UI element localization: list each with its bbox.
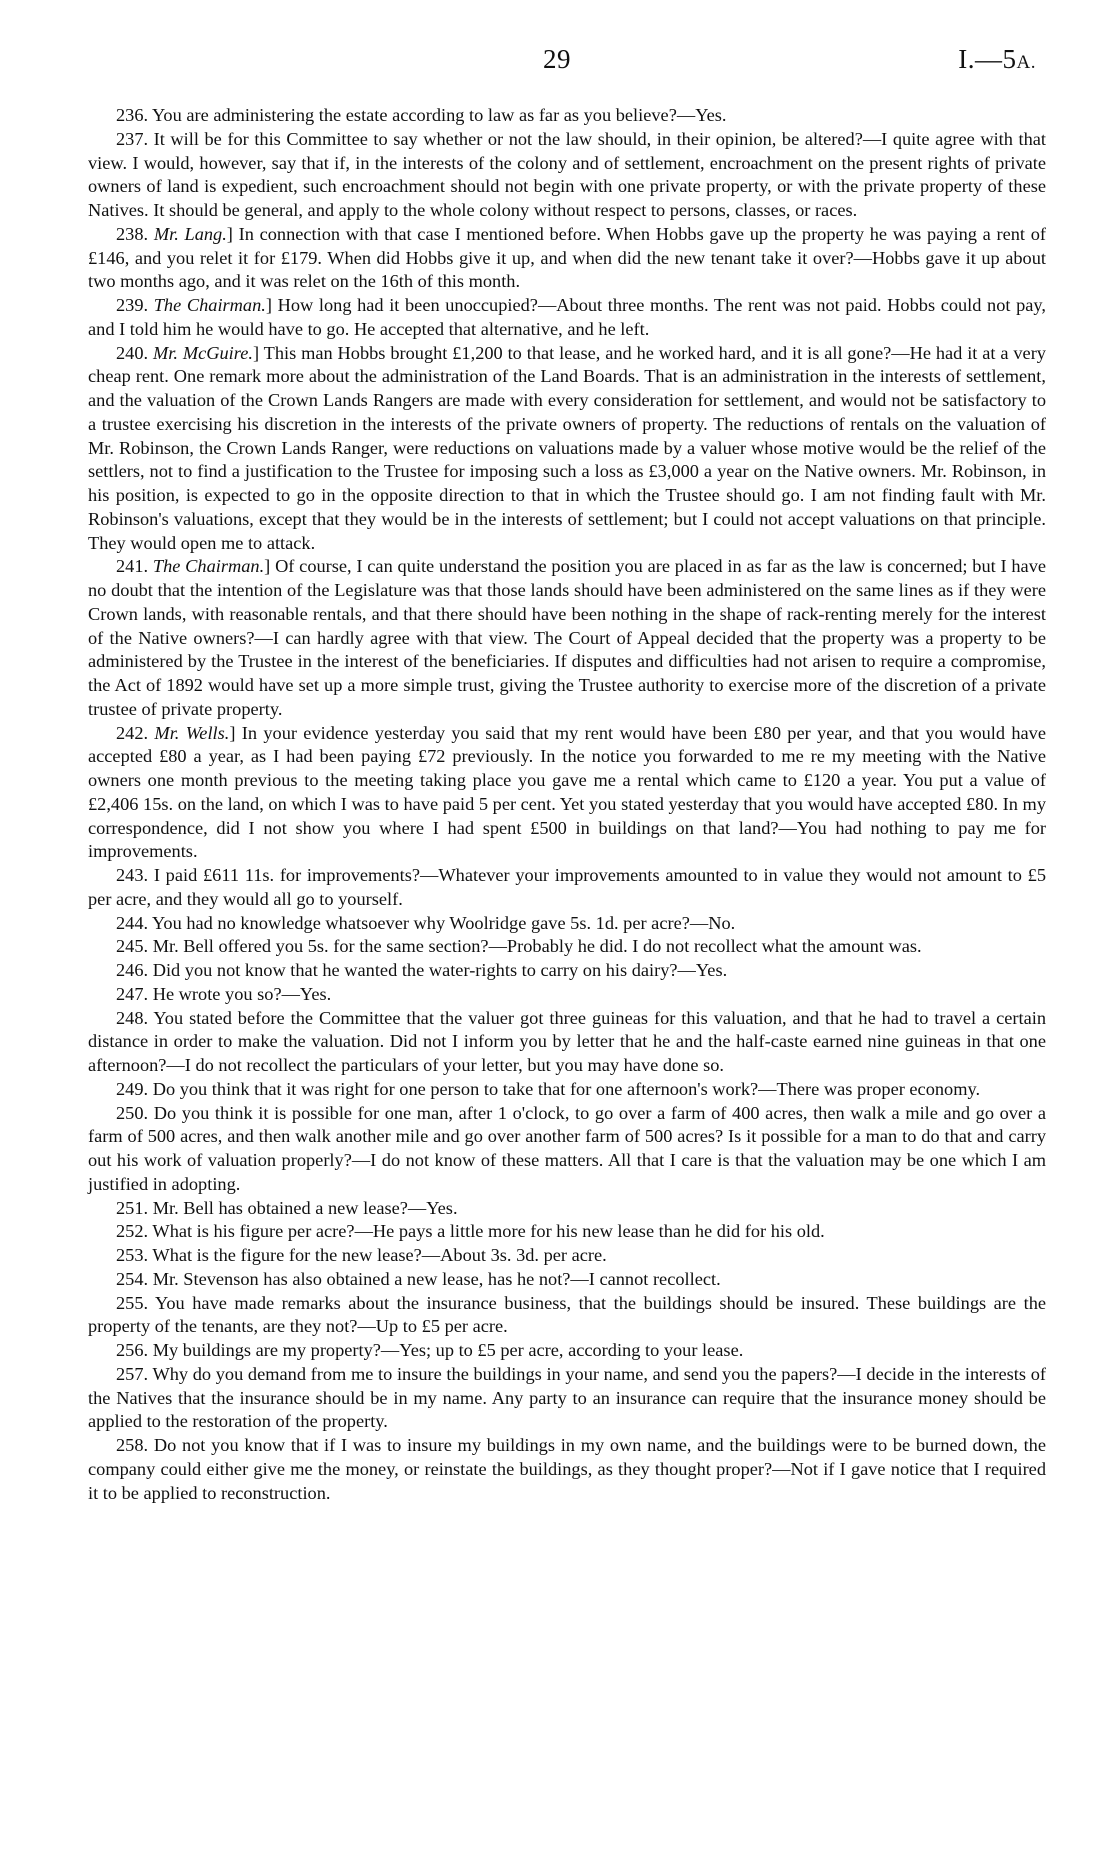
question-number: 254. (116, 1268, 149, 1289)
speaker-name: The Chairman. (153, 295, 266, 315)
question-number: 243. (116, 865, 149, 885)
question-number: 252. (116, 1221, 149, 1242)
question-text: This man Hobbs brought £1,200 to that lease, and he worked hard, and it is all gone?—He had it at a very cheap rent. One remark more about the administration of the Land Boards. That is an administration in the interests of settlement, and the valuation of the Crown Lands Rangers are made with every consideration for settlement, and would not be satisfactory to a trustee exercising his discretion in the interests of the private owners of property. The reductions of rentals on the valuation of Mr. Robinson, the Crown Lands Ranger, were reductions on valuations made by a valuer whose motive would be the relief of the settlers, not to find a justification to the Trustee for imposing such a loss as £3,000 a year on the Native owners. Mr. Robinson, in his position, is expected to go in the opposite direction to that in which the Trustee should go. I am not finding fault with Mr. Robinson's valuations, except that they would be in the interests of settlement; but I could not accept valuations on that principle. They would open me to attack. (88, 342, 1046, 553)
question-text: What is the figure for the new lease?—About 3s. 3d. per acre. (152, 1245, 607, 1265)
speaker-name: Mr. Lang. (153, 223, 227, 244)
question-text: Mr. Stevenson has also obtained a new lease, has he not?—I cannot recollect. (152, 1268, 721, 1289)
question-number: 240. (116, 342, 149, 363)
speaker-name: Mr. McGuire. (152, 342, 253, 363)
question-255 (88, 1292, 1046, 1340)
question-number: 238. (116, 223, 149, 244)
question-text: What is his figure per acre?—He pays a little more for his new lease than he did for his old. (152, 1221, 825, 1242)
question-text: You are administering the estate according to law as far as you believe?—Yes. (152, 105, 727, 125)
question-238: 238. Mr. Lang.] In connection with that case I mentioned before. When Hobbs gave up the property he was paying a rent of £146, and you relet it for £179. When did Hobbs give it up, and when did the new tenant take it over?—Hobbs gave it up about two months ago, and it was relet on the 16th of this month. (88, 223, 1046, 292)
question-text: You have made remarks about the insurance business, that the buildings should be insured. These buildings are the property of the tenants, are they not?—Up to £5 per acre. (88, 1292, 1047, 1337)
question-text: Do you think that it was right for one person to take that for one afternoon's work?—There was proper economy. (152, 1078, 981, 1099)
speaker-name: Mr. Wells. (154, 722, 230, 743)
page-number: 29 (543, 44, 571, 74)
question-number: 237. (116, 128, 149, 149)
question-text: Of course, I can quite understand the position you are placed in as far as the law is concerned; but I have no doubt that the intention of the Legislature was that those lands should have been administered on the same lines as if they were Crown lands, with reasonable rentals, and that there should have been nothing in the shape of rack-renting merely for the interest of the Native owners?—I can hardly agree with that view. The Court of Appeal decided that the property was a property to be administered by the Trustee in the interest of the beneficiaries. If disputes and difficulties had not arisen to require a compromise, the Act of 1892 would have set up a more simple trust, giving the Trustee authority to exercise more of the discretion of a private trustee of private property. (88, 556, 1047, 719)
question-249 (88, 1078, 1046, 1102)
question-number: 241. (116, 556, 149, 577)
question-250 (88, 1102, 1046, 1197)
question-237 (88, 128, 1046, 223)
question-text: Did you not know that he wanted the water-rights to carry on his dairy?—Yes. (152, 960, 728, 980)
question-number: 236. (116, 105, 149, 125)
paper-reference-prefix: I.—5 (958, 44, 1017, 74)
question-241: 241. The Chairman.] Of course, I can quite understand the position you are placed in as far as the law is concerned; but I have no doubt that the intention of the Legislature was that those lands should have been administered on the same lines as if they were Crown lands, with reasonable rentals, and that there should have been nothing in the shape of rack-renting merely for the interest of the Native owners?—I can hardly agree with that view. The Court of Appeal decided that the property was a property to be administered by the Trustee in the interest of the beneficiaries. If disputes and difficulties had not arisen to require a compromise, the Act of 1892 would have set up a more simple trust, giving the Trustee authority to exercise more of the discretion of a private trustee of private property. (88, 556, 1047, 719)
question-text: Mr. Bell has obtained a new lease?—Yes. (152, 1197, 458, 1218)
question-number: 246. (116, 960, 149, 980)
paper-reference (958, 44, 1036, 75)
question-236 (88, 104, 1046, 128)
question-text: How long had it been unoccupied?—About three months. The rent was not paid. Hobbs could not pay, and I told him he would have to go. He accepted that alternative, and he left. (88, 295, 1046, 339)
question-240: 240. Mr. McGuire.] This man Hobbs brought £1,200 to that lease, and he worked hard, and it is all gone?—He had it at a very cheap rent. One remark more about the administration of the Land Boards. That is an administration in the interests of settlement, and the valuation of the Crown Lands Rangers are made with every consideration for settlement, and would not be satisfactory to a trustee exercising his discretion in the interests of the private owners of property. The reductions of rentals on the valuation of Mr. Robinson, the Crown Lands Ranger, were reductions on valuations made by a valuer whose motive would be the relief of the settlers, not to find a justification to the Trustee for imposing such a loss as £3,000 a year on the Native owners. Mr. Robinson, in his position, is expected to go in the opposite direction to that in which the Trustee should go. I am not finding fault with Mr. Robinson's valuations, except that they would be in the interests of settlement; but I could not accept valuations on that principle. They would open me to attack. (88, 342, 1046, 553)
question-number: 257. (116, 1363, 149, 1384)
question-257 (88, 1363, 1046, 1434)
question-text: It will be for this Committee to say whether or not the law should, in their opinion, be altered?—I quite agree with that view. I would, however, say that if, in the interests of the colony and of settlement, encroachment on the present rights of private owners of land is expedient, such encroachment should not begin with one private property, or with the private property of these Natives. It should be general, and apply to the whole colony without respect to persons, classes, or races. (88, 128, 1046, 220)
question-number: 255. (116, 1292, 149, 1313)
question-242: 242. Mr. Wells.] In your evidence yesterday you said that my rent would have been £80 per year, and that you would have accepted £80 a year, as I had been paying £72 previously. In the notice you forwarded to me re my meeting with the Native owners one month previous to the meeting taking place you gave me a rental which came to £120 a year. You put a value of £2,406 15s. on the land, on which I was to have paid 5 per cent. Yet you stated yesterday that you would have accepted £80. In my correspondence, did I not show you where I had spent £500 in buildings on that land?—You had nothing to pay me for improvements. (88, 722, 1046, 862)
question-text: Do you think it is possible for one man, after 1 o'clock, to go over a farm of 400 acres, then walk a mile and go over a farm of 500 acres, and then walk another mile and go over another farm of 500 acres? Is it possible for a man to do that and carry out his work of valuation properly?—I do not know of these matters. All that I care is that the valuation may be one which I am justified in adopting. (88, 1102, 1046, 1194)
question-number: 258. (116, 1435, 149, 1455)
question-number: 249. (116, 1078, 149, 1099)
question-258 (88, 1434, 1046, 1505)
question-text: I paid £611 11s. for improvements?—Whatever your improvements amounted to in value they would not amount to £5 per acre, and they would all go to yourself. (88, 865, 1047, 909)
question-number: 245. (116, 936, 149, 957)
question-text: He wrote you so?—Yes. (152, 983, 332, 1004)
question-254 (88, 1268, 1046, 1292)
question-245 (88, 935, 1046, 959)
question-number: 251. (116, 1197, 149, 1218)
question-239: 239. The Chairman.] How long had it been unoccupied?—About three months. The rent was not paid. Hobbs could not pay, and I told him he would have to go. He accepted that alternative, and he left. (88, 295, 1046, 339)
question-246 (88, 959, 1046, 983)
question-text: Why do you demand from me to insure the buildings in your name, and send you the papers?—I decide in the interests of the Natives that the insurance should be in my name. Any party to an insurance can require that the insurance money should be applied to the restoration of the property. (88, 1363, 1046, 1432)
question-248 (88, 1007, 1046, 1078)
question-text: My buildings are my property?—Yes; up to £5 per acre, according to your lease. (152, 1340, 744, 1360)
paper-reference-suffix: A. (1016, 52, 1036, 73)
question-243 (88, 864, 1046, 912)
question-244 (88, 912, 1046, 936)
question-text: In your evidence yesterday you said that my rent would have been £80 per year, and that you would have accepted £80 a year, as I had been paying £72 previously. In the notice you forwarded to me re my meeting with the Native owners one month previous to the meeting taking place you gave me a rental which came to £120 a year. You put a value of £2,406 15s. on the land, on which I was to have paid 5 per cent. Yet you stated yesterday that you would have accepted £80. In my correspondence, did I not show you where I had spent £500 in buildings on that land?—You had nothing to pay me for improvements. (88, 722, 1046, 862)
question-253 (88, 1244, 1046, 1268)
question-text: You stated before the Committee that the valuer got three guineas for this valuation, and that he had to travel a certain distance in order to make the valuation. Did not I inform you by letter that he and the half-caste earned nine guineas in that one afternoon?—I do not recollect the particulars of your letter, but you may have done so. (88, 1007, 1046, 1075)
question-number: 247. (116, 983, 149, 1004)
question-251 (88, 1197, 1046, 1221)
question-text: You had no knowledge whatsoever why Woolridge gave 5s. 1d. per acre?—No. (152, 912, 736, 933)
question-256 (88, 1339, 1046, 1363)
question-number: 250. (116, 1102, 149, 1123)
speaker-name: The Chairman. (152, 556, 265, 577)
question-247 (88, 983, 1046, 1007)
question-number: 239. (116, 295, 149, 315)
question-text: In connection with that case I mentioned before. When Hobbs gave up the property he was paying a rent of £146, and you relet it for £179. When did Hobbs give it up, and when did the new tenant take it over?—Hobbs gave it up about two months ago, and it was relet on the 16th of this month. (88, 223, 1046, 292)
question-text: Mr. Bell offered you 5s. for the same section?—Probably he did. I do not recollect what the amount was. (152, 936, 922, 957)
evidence-body (88, 104, 1046, 1505)
question-number: 244. (116, 912, 149, 933)
question-number: 256. (116, 1340, 149, 1360)
question-number: 248. (116, 1007, 149, 1028)
question-number: 253. (116, 1245, 149, 1265)
question-number: 242. (116, 722, 149, 743)
question-text: Do not you know that if I was to insure my buildings in my own name, and the buildings were to be burned down, the company could either give me the money, or reinstate the buildings, as they thought proper?—Not if I gave notice that I required it to be applied to reconstruction. (88, 1435, 1046, 1503)
question-252 (88, 1220, 1046, 1244)
